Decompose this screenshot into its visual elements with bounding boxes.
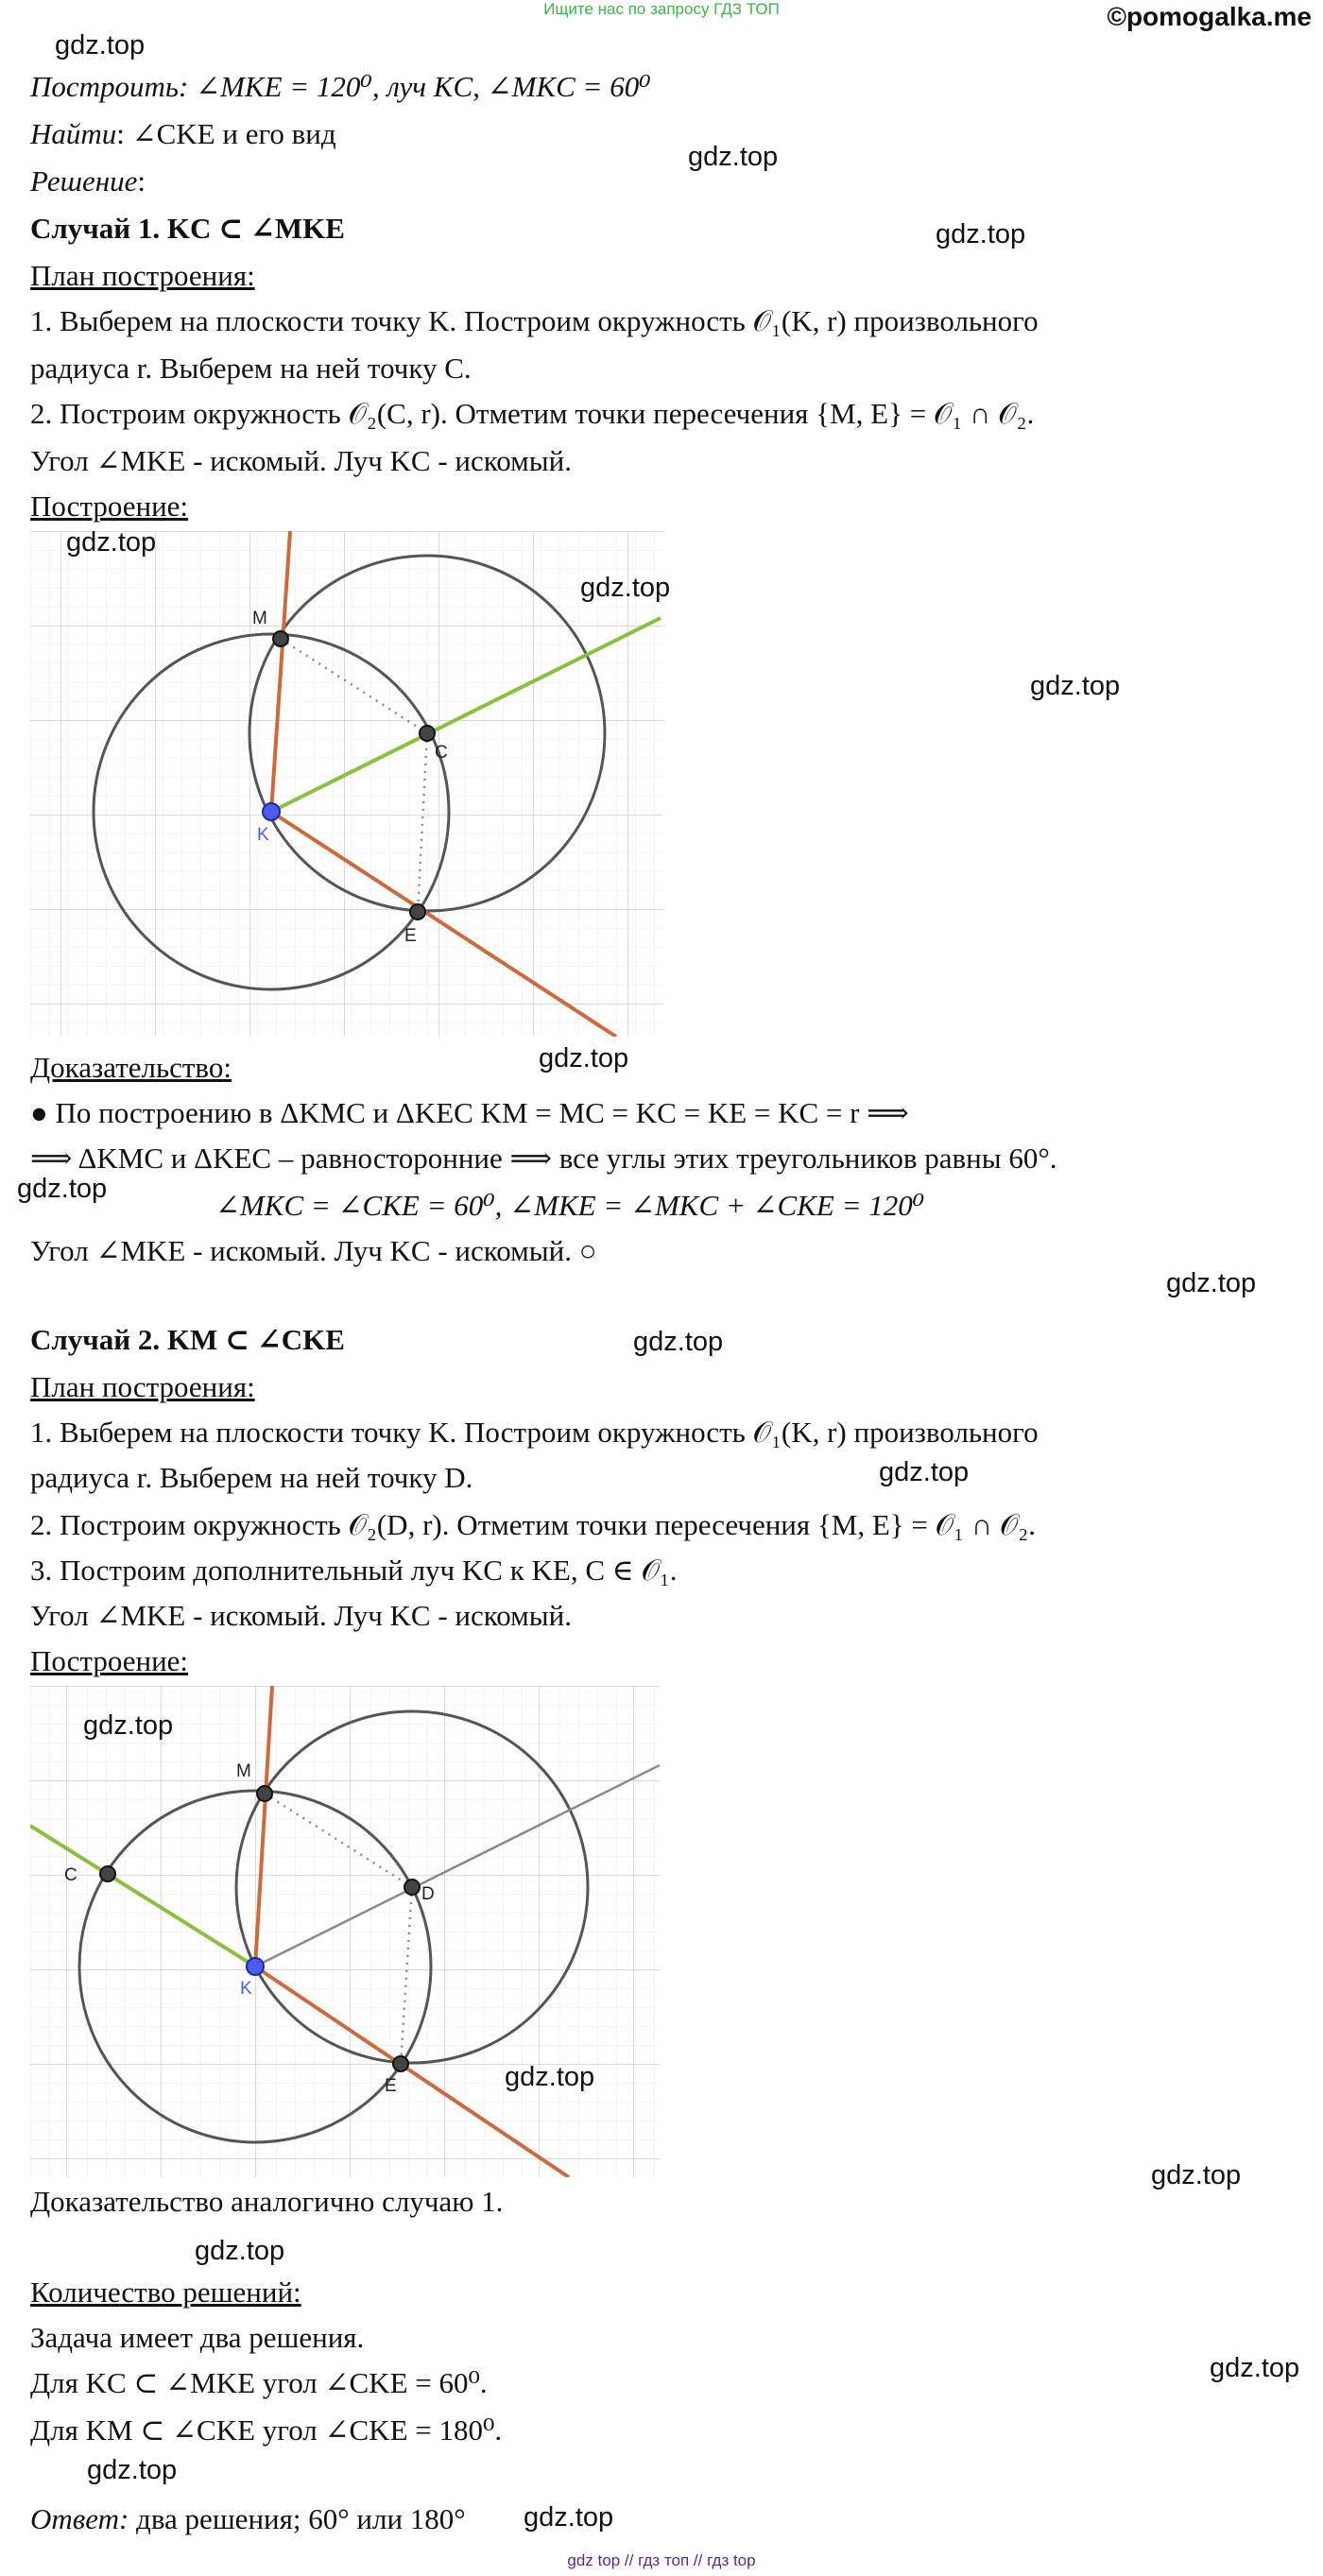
case1-plan-line: радиуса r. Выберем на ней точку C. bbox=[30, 352, 472, 385]
point-d bbox=[404, 1880, 420, 1895]
watermark: gdz.top bbox=[1166, 1268, 1257, 1298]
answer-text: два решения; 60° или 180° bbox=[129, 2502, 466, 2535]
case1-title: Случай 1. KC ⊂ ∠MKE bbox=[30, 212, 345, 245]
case2-plan-line: радиуса r. Выберем на ней точку D. bbox=[30, 1461, 473, 1494]
watermark: gdz.top bbox=[17, 1174, 108, 1204]
case1-construction-label: Построение: bbox=[30, 489, 189, 523]
point-e bbox=[410, 904, 425, 919]
given-text: : ∠MKE = 120⁰, луч KC, ∠MKC = 60⁰ bbox=[179, 70, 651, 103]
case2-plan-line: 2. Построим окружность 𝒪₂(D, r). Отметим точки пересечения {M, E} = 𝒪₁ ∩ 𝒪₂. bbox=[30, 1508, 1036, 1541]
label-d: D bbox=[421, 1884, 435, 1904]
watermark: gdz.top bbox=[1030, 671, 1121, 701]
label-k: K bbox=[257, 825, 269, 845]
case2-plan-line: 3. Построим дополнительный луч KC к KE, C ∈ 𝒪₁. bbox=[30, 1554, 678, 1587]
count-line: Для KM ⊂ ∠CKE угол ∠CKE = 180⁰. bbox=[30, 2413, 503, 2447]
solution-line: Решение: bbox=[30, 164, 146, 197]
watermark: gdz.top bbox=[195, 2236, 285, 2266]
case1-proof-label: Доказательство: bbox=[30, 1051, 232, 1084]
case1-proof-line: ∠MKC = ∠CKE = 60⁰, ∠MKE = ∠MKC + ∠CKE = 120⁰ bbox=[215, 1189, 925, 1222]
case2-figure bbox=[30, 1686, 660, 2177]
label-c: C bbox=[64, 1865, 77, 1885]
given-line bbox=[30, 68, 651, 106]
watermark: gdz.top bbox=[936, 219, 1026, 249]
point-m bbox=[273, 631, 288, 646]
case1-proof-line: ● По построению в ΔKMC и ΔKEC KM = MC = KC = KE = KC = r ⟹ bbox=[30, 1096, 909, 1129]
search-hint: Ищите нас по запросу ГДЗ ТОП bbox=[543, 0, 780, 18]
point-k bbox=[263, 803, 280, 820]
case2-plan-line: 1. Выберем на плоскости точку K. Построим окружность 𝒪₁(K, r) произвольного bbox=[30, 1416, 1039, 1449]
site-name: ©pomogalka.me bbox=[1107, 2, 1312, 31]
find-text: : ∠CKE и его вид bbox=[116, 117, 336, 150]
watermark: gdz.top bbox=[1210, 2353, 1300, 2383]
watermark: gdz.top bbox=[55, 30, 146, 60]
count-label: Количество решений: bbox=[30, 2275, 301, 2309]
case2-construction-label: Построение: bbox=[30, 1644, 189, 1677]
case1-proof-line: ⟹ ΔKMC и ΔKEC – равносторонние ⟹ все углы этих треугольников равны 60°. bbox=[30, 1142, 1057, 1175]
grid-major bbox=[30, 1686, 660, 2177]
case2-plan-label: План построения: bbox=[30, 1370, 255, 1403]
case2-plan-line: Угол ∠MKE - искомый. Луч KC - искомый. bbox=[30, 1599, 572, 1632]
watermark: gdz.top bbox=[87, 2455, 178, 2485]
point-c bbox=[100, 1866, 115, 1881]
watermark: gdz.top bbox=[505, 2062, 595, 2092]
solution-label: Решение bbox=[30, 164, 138, 197]
case1-plan-line: 2. Построим окружность 𝒪₂(C, r). Отметим точки пересечения {M, E} = 𝒪₁ ∩ 𝒪₂. bbox=[30, 397, 1035, 430]
footer: gdz top // гдз топ // гдз top bbox=[567, 2551, 756, 2569]
watermark: gdz.top bbox=[879, 1457, 970, 1487]
label-m: M bbox=[252, 609, 267, 628]
watermark: gdz.top bbox=[524, 2502, 614, 2533]
count-line: Задача имеет два решения. bbox=[30, 2321, 365, 2354]
label-c: C bbox=[435, 743, 448, 763]
watermark: gdz.top bbox=[633, 1327, 724, 1357]
point-c bbox=[420, 726, 435, 741]
watermark: gdz.top bbox=[688, 142, 779, 172]
watermark: gdz.top bbox=[83, 1710, 174, 1741]
label-e: E bbox=[404, 926, 417, 946]
case1-plan-label: План построения: bbox=[30, 259, 255, 292]
case1-figure bbox=[30, 531, 663, 1037]
case1-plan-line: 1. Выберем на плоскости точку K. Построим окружность 𝒪₁(K, r) произвольного bbox=[30, 304, 1039, 337]
find-line bbox=[30, 115, 336, 153]
point-m bbox=[257, 1786, 272, 1801]
watermark: gdz.top bbox=[66, 527, 157, 558]
count-line: Для KC ⊂ ∠MKE угол ∠CKE = 60⁰. bbox=[30, 2366, 488, 2399]
answer-line bbox=[30, 2500, 466, 2538]
find-label: Найти bbox=[30, 117, 117, 150]
answer-label: Ответ: bbox=[30, 2502, 129, 2535]
case2-title: Случай 2. KM ⊂ ∠CKE bbox=[30, 1323, 345, 1356]
grid-major bbox=[30, 531, 663, 1037]
case2-proof: Доказательство аналогично случаю 1. bbox=[30, 2185, 504, 2218]
label-m: M bbox=[236, 1761, 251, 1781]
point-k bbox=[247, 1958, 264, 1975]
given-label: Построить bbox=[30, 70, 180, 103]
label-e: E bbox=[385, 2076, 397, 2096]
watermark: gdz.top bbox=[580, 573, 671, 603]
watermark: gdz.top bbox=[539, 1043, 629, 1073]
label-k: K bbox=[240, 1979, 252, 1999]
case1-proof-line: Угол ∠MKE - искомый. Луч KC - искомый. ○ bbox=[30, 1234, 597, 1267]
point-e bbox=[393, 2056, 408, 2071]
case1-plan-line: Угол ∠MKE - искомый. Луч KC - искомый. bbox=[30, 444, 572, 477]
watermark: gdz.top bbox=[1151, 2160, 1242, 2190]
